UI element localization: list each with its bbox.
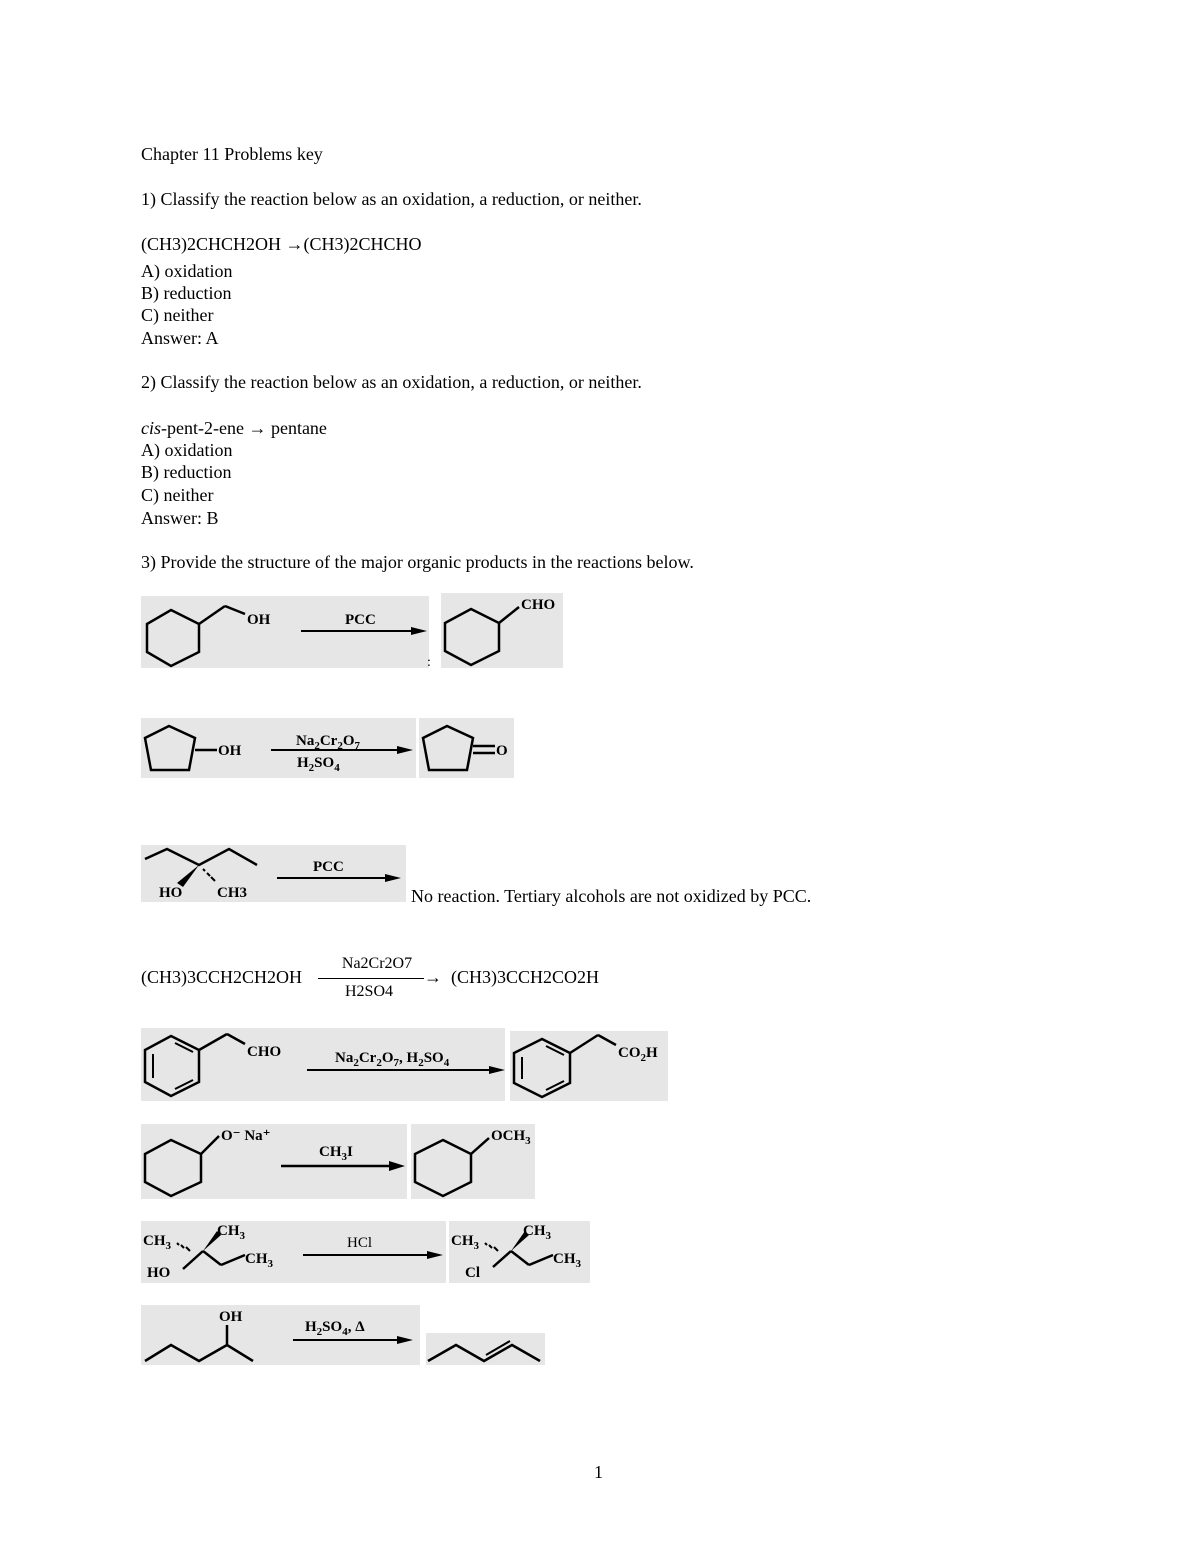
r7-product-ch3a-label: $CH_3$ [451,1233,479,1252]
r5-arrow-head [489,1066,505,1074]
q2-reaction-rest: -pent-2-ene → pentane [161,418,327,438]
r5-reactant-panel [141,1028,505,1101]
q1-prompt: 1) Classify the reaction below as an oxidation, a reduction, or neither. [141,189,642,209]
r7-product-ch3c-label: $CH_3$ [553,1251,581,1270]
q2-option-c: C) neither [141,485,214,505]
r1-product-panel [441,593,563,668]
r8-product-structure [426,1333,545,1365]
r1-reagent: PCC [345,612,376,628]
q1-option-b: B) reduction [141,283,232,303]
r4-reagent-bottom: H2SO4 [344,983,393,1000]
r7-ch3a-label: $CH_3$ [143,1233,171,1252]
r7-ch3c-label: $CH_3$ [245,1251,273,1270]
r6-product-structure [411,1124,535,1199]
q3-prompt: 3) Provide the structure of the major organic products in the reactions below. [141,552,694,572]
r3-arrow-head [385,874,401,882]
q1-arrow: → [285,234,304,254]
r7-cl-label: Cl [465,1265,480,1281]
r3-reactant-panel [141,845,406,902]
r1-reactant-panel [141,596,429,668]
q1-answer: Answer: A [141,328,219,348]
r7-product-panel [449,1221,590,1283]
q2-option-a: A) oxidation [141,440,233,460]
r3-reactant-structure [141,845,406,902]
r6-reactant-panel [141,1124,407,1199]
r6-reagent: $CH_3I$ [319,1144,353,1163]
r8-product-panel [426,1333,545,1365]
r2-reagent-top: $Na_2Cr_2O_7$ [296,733,361,752]
r2-product-label: O [496,743,508,759]
q2-answer: Answer: B [141,508,219,528]
r6-product-panel [411,1124,535,1199]
q2-reaction [141,417,327,439]
page-number: 1 [594,1462,603,1482]
r8-oh-label: OH [219,1309,243,1325]
r5-product-panel [510,1031,668,1101]
r4-arrow: → [424,967,442,987]
page-title: Chapter 11 Problems key [141,144,323,164]
q1-reaction-right: (CH3)2CHCHO [303,234,422,254]
r8-arrow-head [397,1336,413,1344]
r3-ch3-label: CH3 [217,885,247,901]
r4-right: (CH3)3CCH2CO2H [451,967,600,987]
r3-note: No reaction. Tertiary alcohols are not oxidized by PCC. [411,886,812,906]
r8-reactant-structure [141,1305,420,1365]
q1-reaction-left: (CH3)2CHCH2OH [141,234,282,254]
r6-alkoxide-label: O⁻ Na⁺ [221,1128,271,1144]
r3-ho-label: HO [159,885,183,901]
r6-reactant-structure [141,1124,407,1199]
r1-product-structure [441,593,563,668]
r7-ch3b-label: $CH_3$ [217,1223,245,1242]
q2-prompt: 2) Classify the reaction below as an oxidation, a reduction, or neither. [141,372,642,392]
r6-product-label: $OCH_3$ [491,1128,531,1147]
q1-option-a: A) oxidation [141,261,233,281]
q2-reaction-prefix: cis [141,418,161,438]
r7-product-ch3b-label: $CH_3$ [523,1223,551,1242]
r5-product-label: $CO_2H$ [618,1045,658,1064]
r4-arrow-line [318,978,424,979]
r1-oh-label: OH [247,612,271,628]
q1-reaction [141,233,422,255]
r7-reactant-panel [141,1221,446,1283]
r7-reagent: HCl [347,1235,373,1251]
r5-reactant-structure [141,1028,505,1101]
r1-reactant-structure [141,596,429,668]
r7-reactant-structure [141,1221,446,1283]
r5-cho-label: CHO [247,1044,282,1060]
r1-product-label: CHO [521,597,556,613]
r2-oh-label: OH [218,743,242,759]
r7-ho-label: HO [147,1265,171,1281]
r7-arrow-head [427,1251,443,1259]
r7-product-structure [449,1221,590,1283]
r4-left: (CH3)3CCH2CH2OH [141,967,303,987]
r3-reagent: PCC [313,859,344,875]
r2-reagent-bottom: $H_2SO_4$ [297,755,340,774]
r6-arrow-head [389,1161,405,1171]
q2-option-b: B) reduction [141,462,232,482]
r1-trailing-mark: : [427,655,431,670]
r2-arrow-head [397,746,413,754]
r8-reagent: $H_2SO_4$, Δ [305,1319,365,1338]
r2-product-structure [419,718,514,778]
r2-product-panel [419,718,514,778]
r4-reagent-top: Na2Cr2O7 [341,955,413,972]
r1-arrow-head [411,627,427,635]
r5-product-structure [510,1031,668,1101]
r2-reactant-structure [141,718,416,778]
r8-reactant-panel [141,1305,420,1365]
r5-reagent: $Na_2Cr_2O_7$, $H_2SO_4$ [335,1050,450,1069]
q1-option-c: C) neither [141,305,214,325]
r2-reactant-panel [141,718,416,778]
